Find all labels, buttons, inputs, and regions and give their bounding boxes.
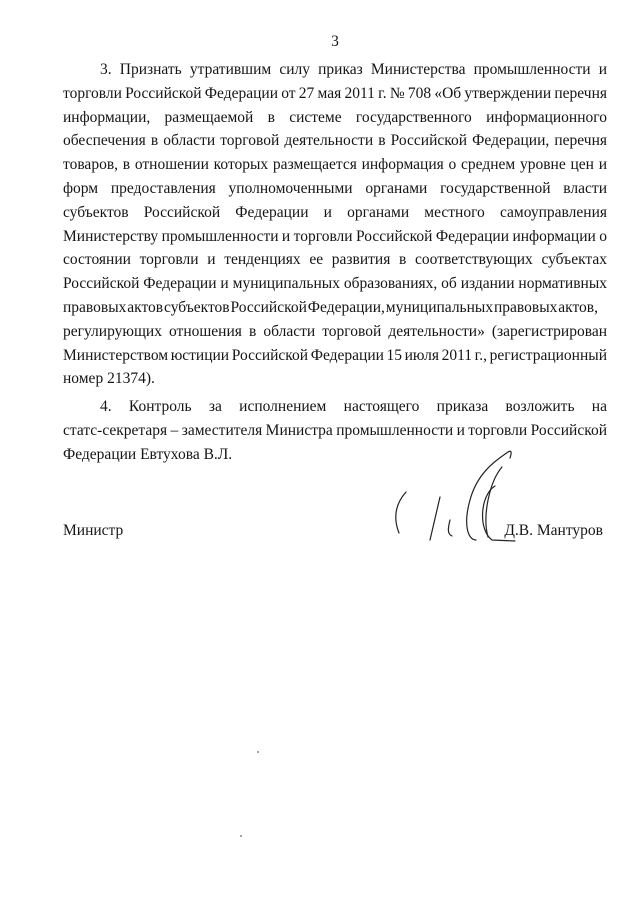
scan-speck — [240, 835, 242, 837]
paragraph-item-3 — [63, 58, 607, 391]
paragraph-last-line: Федерации Евтухова В.Л. — [63, 445, 233, 463]
paragraph-line: правовых актов субъектов Российской Федерации, муниципальных правовых актов, — [63, 298, 598, 316]
paragraph-line: Российской Федерации и муниципальных образованиях, об издании нормативных — [63, 275, 607, 293]
scan-speck — [257, 751, 259, 753]
paragraph-line: Министерством юстиции Российской Федерации 15 июля 2011 г., регистрационный — [63, 346, 607, 364]
paragraph-line: субъектов Российской Федерации и органами местного самоуправления — [63, 203, 607, 221]
paragraph-line: 4. Контроль за исполнением настоящего приказа возложить на — [100, 398, 607, 415]
paragraph-line: статс-секретаря – заместителя Министра промышленности и торговли Российской — [63, 421, 607, 439]
handwritten-signature — [380, 445, 530, 555]
paragraph-line: информации, размещаемой в системе государственного информационного — [63, 108, 607, 126]
paragraph-line: торговли Российской Федерации от 27 мая 2011 г. № 708 «Об утверждении перечня — [63, 84, 607, 102]
paragraph-last-line: номер 21374). — [63, 370, 155, 388]
page-number: 3 — [331, 33, 339, 50]
paragraph-line: товаров, в отношении которых размещается информация о среднем уровне цен и — [63, 156, 607, 174]
signatory-title: Министр — [63, 522, 124, 539]
paragraph-line: регулирующих отношения в области торговой деятельности» (зарегистрирован — [63, 322, 607, 340]
paragraph-line: форм предоставления уполномоченными органами государственной власти — [63, 179, 607, 197]
paragraph-line: обеспечения в области торговой деятельности в Российской Федерации, перечня — [63, 132, 607, 150]
signatory-name: Д.В. Мантуров — [504, 522, 603, 539]
paragraph-line: Министерству промышленности и торговли Российской Федерации информации о — [63, 227, 607, 245]
paragraph-line: состоянии торговли и тенденциях ее развития в соответствующих субъектах — [63, 251, 607, 269]
paragraph-line: 3. Признать утратившим силу приказ Министерства промышленности и — [100, 61, 607, 78]
